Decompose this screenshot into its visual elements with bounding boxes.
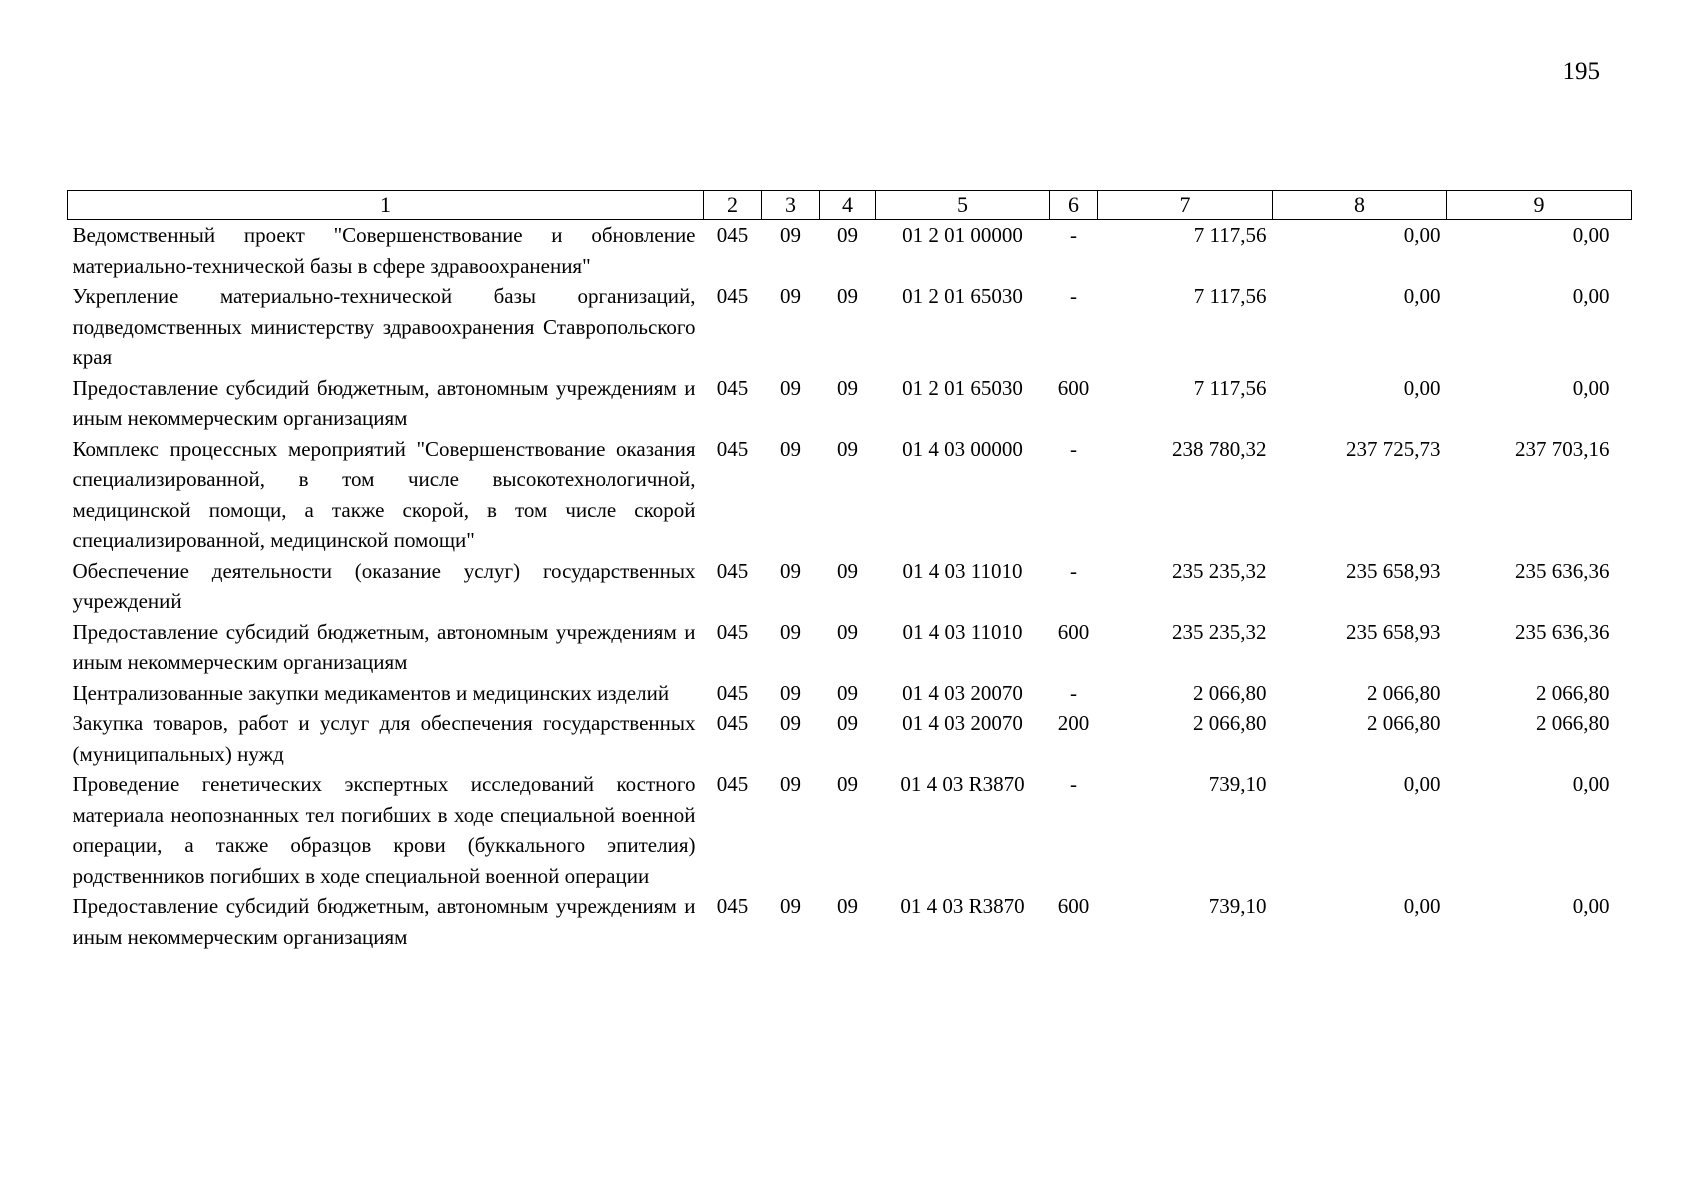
cell-target-article: 01 4 03 00000 (902, 436, 1023, 461)
cell-amount-8: 0,00 (1403, 772, 1441, 796)
table-row (68, 434, 1632, 556)
cell-section: 09 (780, 772, 801, 796)
cell-section: 09 (780, 619, 801, 644)
row-name: Централизованные закупки медикаментов и медицинских изделий (72, 680, 670, 705)
cell-subsection: 09 (837, 223, 858, 247)
cell-target-article: 01 4 03 20070 (902, 680, 1023, 705)
cell-amount-7: 739,10 (1208, 772, 1267, 796)
budget-table (67, 190, 1632, 952)
table-row (68, 556, 1632, 617)
table-row (68, 891, 1632, 952)
row-name: Закупка товаров, работ и услуг для обеспечения государственных (муниципальных) нужд (72, 711, 696, 766)
table-row (68, 281, 1632, 373)
cell-target-article: 01 2 01 65030 (902, 284, 1023, 308)
row-name: Предоставление субсидий бюджетным, автономным учреждениям и иным некоммерческим организациям (72, 375, 696, 430)
column-header: 9 (1447, 191, 1632, 220)
cell-expense-type: 600 (1057, 619, 1090, 644)
cell-target-article: 01 2 01 65030 (902, 375, 1023, 400)
cell-section: 09 (780, 436, 801, 461)
cell-amount-9: 0,00 (1572, 894, 1610, 918)
cell-amount-8: 235 658,93 (1346, 558, 1441, 583)
cell-amount-7: 2 066,80 (1193, 711, 1267, 735)
cell-target-article: 01 4 03 11010 (902, 619, 1023, 644)
cell-subsection: 09 (837, 558, 858, 583)
cell-amount-7: 739,10 (1208, 894, 1267, 918)
cell-ministry-code: 045 (716, 619, 749, 644)
cell-expense-type: - (1070, 223, 1077, 247)
cell-amount-7: 7 117,56 (1193, 375, 1267, 400)
cell-ministry-code: 045 (716, 223, 749, 247)
cell-amount-9: 0,00 (1572, 772, 1610, 796)
cell-amount-9: 2 066,80 (1536, 711, 1610, 735)
cell-amount-8: 0,00 (1403, 375, 1441, 400)
cell-subsection: 09 (837, 375, 858, 400)
cell-expense-type: - (1070, 284, 1077, 308)
cell-amount-8: 237 725,73 (1346, 436, 1441, 461)
header-row (68, 191, 1632, 220)
row-name: Обеспечение деятельности (оказание услуг) государственных учреждений (72, 558, 696, 613)
cell-amount-9: 0,00 (1572, 375, 1610, 400)
cell-subsection: 09 (837, 894, 858, 918)
cell-target-article: 01 2 01 00000 (902, 223, 1023, 247)
cell-target-article: 01 4 03 20070 (902, 711, 1023, 735)
column-header: 6 (1050, 191, 1098, 220)
cell-amount-9: 0,00 (1572, 223, 1610, 247)
cell-amount-7: 2 066,80 (1193, 680, 1267, 705)
cell-subsection: 09 (837, 436, 858, 461)
cell-expense-type: 600 (1057, 894, 1090, 918)
cell-amount-8: 2 066,80 (1367, 711, 1441, 735)
page-number: 195 (1562, 58, 1600, 85)
cell-subsection: 09 (837, 284, 858, 308)
column-header: 3 (762, 191, 820, 220)
cell-amount-9: 237 703,16 (1515, 436, 1610, 461)
column-header: 5 (876, 191, 1050, 220)
cell-ministry-code: 045 (716, 558, 749, 583)
column-header: 2 (704, 191, 762, 220)
cell-expense-type: 600 (1057, 375, 1090, 400)
row-name: Проведение генетических экспертных исследований костного материала неопознанных тел погибших в ходе специальной военной операции, а также образцов крови (буккального эпителия) родственников погибших в ходе специальной военной операции (72, 772, 696, 888)
cell-amount-7: 235 235,32 (1172, 558, 1267, 583)
cell-amount-7: 7 117,56 (1193, 284, 1267, 308)
row-name: Ведомственный проект "Совершенствование и обновление материально-технической базы в сфере здравоохранения" (72, 223, 696, 278)
cell-expense-type: - (1070, 558, 1077, 583)
cell-subsection: 09 (837, 680, 858, 705)
cell-amount-8: 0,00 (1403, 284, 1441, 308)
cell-expense-type: - (1070, 772, 1077, 796)
cell-section: 09 (780, 375, 801, 400)
cell-section: 09 (780, 680, 801, 705)
cell-amount-8: 0,00 (1403, 223, 1441, 247)
table-row (68, 617, 1632, 678)
cell-amount-9: 2 066,80 (1536, 680, 1610, 705)
cell-subsection: 09 (837, 619, 858, 644)
cell-expense-type: - (1070, 436, 1077, 461)
cell-target-article: 01 4 03 R3870 (900, 772, 1025, 796)
table-header (68, 191, 1632, 220)
column-header: 4 (820, 191, 876, 220)
row-name: Предоставление субсидий бюджетным, автономным учреждениям и иным некоммерческим организациям (72, 619, 696, 674)
cell-subsection: 09 (837, 711, 858, 735)
cell-section: 09 (780, 711, 801, 735)
column-header: 7 (1098, 191, 1273, 220)
table-row (68, 678, 1632, 709)
table-row (68, 708, 1632, 769)
cell-amount-9: 235 636,36 (1515, 558, 1610, 583)
cell-amount-9: 235 636,36 (1515, 619, 1610, 644)
cell-section: 09 (780, 223, 801, 247)
cell-ministry-code: 045 (716, 284, 749, 308)
cell-ministry-code: 045 (716, 772, 749, 796)
cell-target-article: 01 4 03 R3870 (900, 894, 1025, 918)
cell-ministry-code: 045 (716, 680, 749, 705)
cell-amount-8: 0,00 (1403, 894, 1441, 918)
cell-expense-type: - (1070, 680, 1077, 705)
cell-amount-7: 7 117,56 (1193, 223, 1267, 247)
table-body (68, 220, 1632, 953)
cell-section: 09 (780, 894, 801, 918)
cell-ministry-code: 045 (716, 375, 749, 400)
cell-target-article: 01 4 03 11010 (902, 558, 1023, 583)
cell-section: 09 (780, 558, 801, 583)
table-row (68, 220, 1632, 282)
cell-amount-8: 235 658,93 (1346, 619, 1441, 644)
row-name: Комплекс процессных мероприятий "Совершенствование оказания специализированной, в том числе высокотехнологичной, медицинской помощи, а также скорой, в том числе скорой специализированной, медицинской помощи" (72, 436, 696, 552)
row-name: Укрепление материально-технической базы организаций, подведомственных министерству здравоохранения Ставропольского края (72, 284, 696, 369)
cell-amount-7: 235 235,32 (1172, 619, 1267, 644)
column-header: 8 (1273, 191, 1447, 220)
table-row (68, 373, 1632, 434)
cell-ministry-code: 045 (716, 711, 749, 735)
cell-amount-7: 238 780,32 (1172, 436, 1267, 461)
cell-expense-type: 200 (1057, 711, 1090, 735)
cell-ministry-code: 045 (716, 436, 749, 461)
cell-amount-8: 2 066,80 (1367, 680, 1441, 705)
table-row (68, 769, 1632, 891)
cell-subsection: 09 (837, 772, 858, 796)
cell-amount-9: 0,00 (1572, 284, 1610, 308)
column-header: 1 (68, 191, 704, 220)
row-name: Предоставление субсидий бюджетным, автономным учреждениям и иным некоммерческим организациям (72, 894, 696, 949)
cell-ministry-code: 045 (716, 894, 749, 918)
cell-section: 09 (780, 284, 801, 308)
